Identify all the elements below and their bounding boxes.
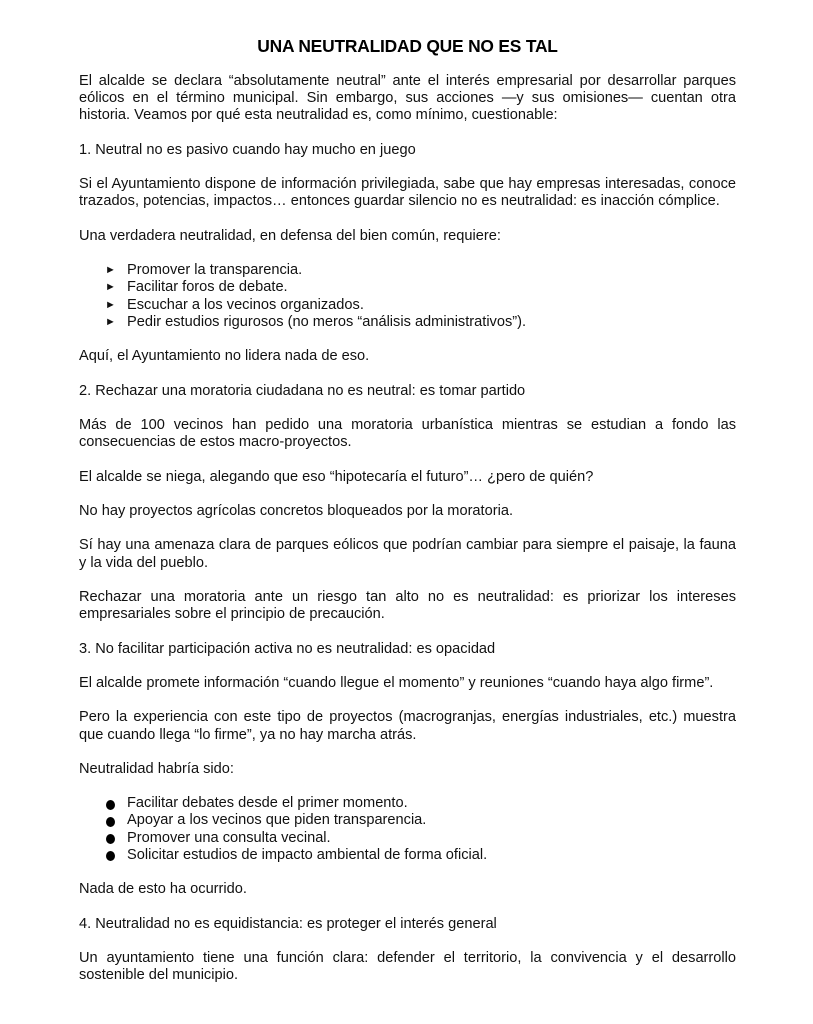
round-bullet-icon <box>106 834 115 844</box>
list-item: Promover una consulta vecinal. <box>127 830 736 847</box>
section-1-heading: 1. Neutral no es pasivo cuando hay mucho en juego <box>79 141 416 158</box>
triangle-bullet-icon: ► <box>105 315 116 328</box>
list-item: ► Facilitar foros de debate. <box>105 279 288 296</box>
section-1-paragraph: Aquí, el Ayuntamiento no lidera nada de eso. <box>79 348 370 365</box>
triangle-bullet-icon: ► <box>105 264 116 277</box>
list-item: ► Escuchar a los vecinos organizados. <box>105 296 364 313</box>
section-1-paragraph: Si el Ayuntamiento dispone de información privilegiada, sabe que hay empresas interesadas, conoce trazados, potencias, impactos… entonces guardar silencio no es neutralidad: es inacción cómplice. <box>79 176 736 210</box>
section-2-paragraph: Más de 100 vecinos han pedido una moratoria urbanística mientras se estudian a fondo las consecuencias de estos macro-proyectos. <box>79 416 736 451</box>
list-item: Apoyar a los vecinos que piden transparencia. <box>127 812 736 829</box>
document-page <box>79 36 736 1002</box>
requirements-list <box>79 262 736 331</box>
round-bullet-icon <box>106 800 115 810</box>
section-3-paragraph: El alcalde promete información “cuando llegue el momento” y reuniones “cuando haya algo firme”. <box>79 674 714 691</box>
section-3-paragraph: Nada de esto ha ocurrido. <box>79 881 247 898</box>
section-3-paragraph: Neutralidad habría sido: <box>79 760 234 777</box>
document-title: UNA NEUTRALIDAD QUE NO ES TAL <box>257 36 558 56</box>
section-2-paragraph: El alcalde se niega, alegando que eso “hipotecaría el futuro”… ¿pero de quién? <box>79 468 594 485</box>
section-1-paragraph: Una verdadera neutralidad, en defensa del bien común, requiere: <box>79 227 501 244</box>
intro-paragraph: El alcalde se declara “absolutamente neutral” ante el interés empresarial por desarrollar parques eólicos en el término municipal. Sin embargo, sus acciones —y sus omisiones— cuentan otra historia. Veamos por qué esta neutralidad es, como mínimo, cuestionable: <box>79 73 736 124</box>
section-2-paragraph: Rechazar una moratoria ante un riesgo tan alto no es neutralidad: es priorizar los intereses empresariales sobre el principio de precaución. <box>79 588 736 623</box>
list-item: Solicitar estudios de impacto ambiental de forma oficial. <box>127 847 736 864</box>
neutrality-actions-list <box>79 795 736 864</box>
triangle-bullet-icon: ► <box>105 281 116 294</box>
section-4-paragraph: Un ayuntamiento tiene una función clara: defender el territorio, la convivencia y el desarrollo sostenible del municipio. <box>79 950 736 984</box>
section-4-heading: 4. Neutralidad no es equidistancia: es proteger el interés general <box>79 915 497 932</box>
triangle-bullet-icon: ► <box>105 298 116 311</box>
section-3-heading: 3. No facilitar participación activa no es neutralidad: es opacidad <box>79 640 496 657</box>
list-item: ► Pedir estudios rigurosos (no meros “análisis administrativos”). <box>105 313 527 330</box>
round-bullet-icon <box>106 851 115 861</box>
section-2-heading: 2. Rechazar una moratoria ciudadana no es neutral: es tomar partido <box>79 382 526 399</box>
section-2-paragraph: No hay proyectos agrícolas concretos bloqueados por la moratoria. <box>79 502 513 519</box>
list-item: ► Promover la transparencia. <box>105 262 303 279</box>
list-item: Facilitar debates desde el primer momento. <box>127 795 736 812</box>
section-2-paragraph: Sí hay una amenaza clara de parques eólicos que podrían cambiar para siempre el paisaje, la fauna y la vida del pueblo. <box>79 537 736 571</box>
section-3-paragraph: Pero la experiencia con este tipo de proyectos (macrogranjas, energías industriales, etc.) muestra que cuando llega “lo firme”, ya no hay marcha atrás. <box>79 709 736 743</box>
round-bullet-icon <box>106 817 115 827</box>
